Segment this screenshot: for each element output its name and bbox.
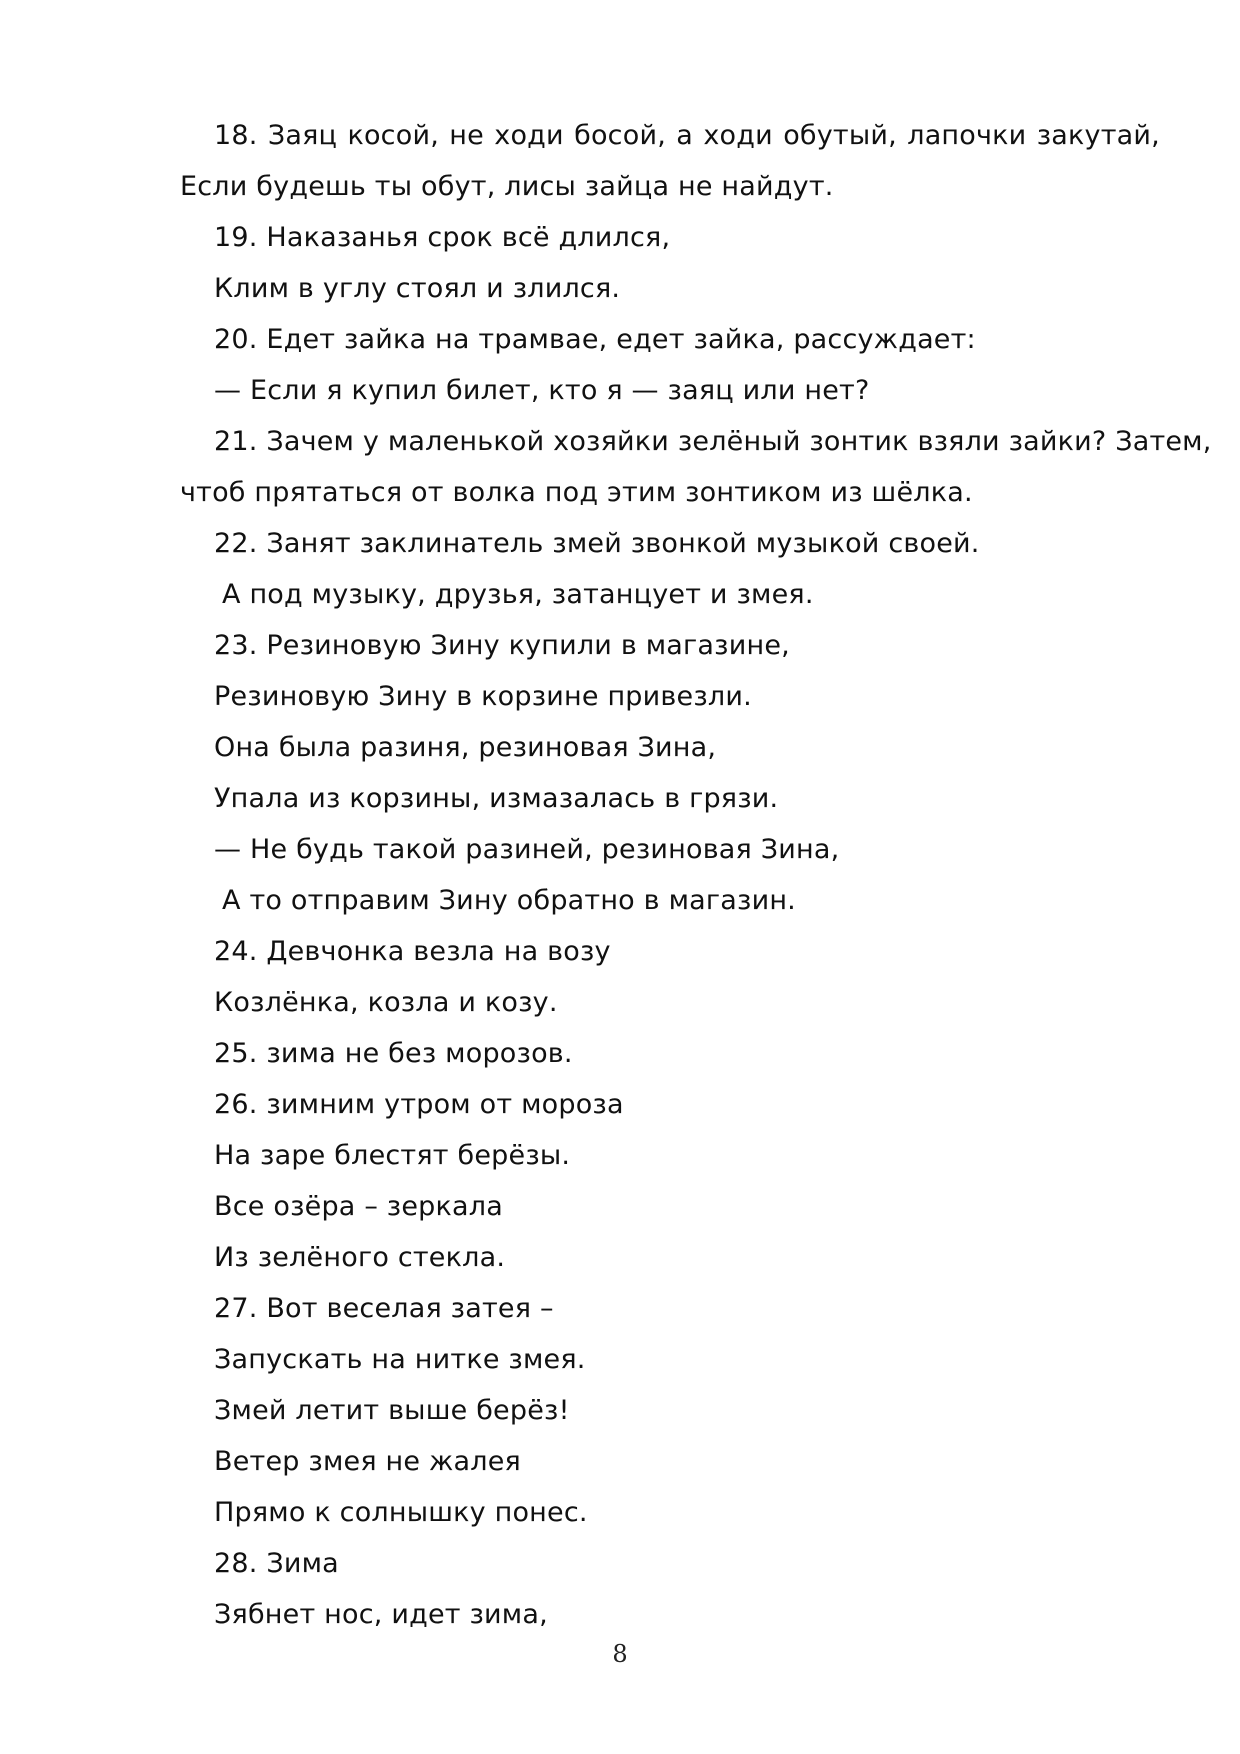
text-line-25: Запускать на нитке змея.	[214, 1344, 586, 1375]
text-line-19: 25. зима не без морозов.	[214, 1038, 573, 1069]
text-line-14: Упала из корзины, измазалась в грязи.	[214, 783, 779, 814]
text-line-1: 18. Заяц косой, не ходи босой, а ходи обутый, лапочки закутай,	[214, 120, 1160, 151]
text-line-30: Зябнет нос, идет зима,	[214, 1599, 548, 1630]
text-line-4: Клим в углу стоял и злился.	[214, 273, 621, 304]
text-line-27: Ветер змея не жалея	[214, 1446, 521, 1477]
text-line-2: Если будешь ты обут, лисы зайца не найдут.	[180, 171, 834, 202]
text-line-6: — Если я купил билет, кто я — заяц или нет?	[214, 375, 870, 406]
text-line-8: чтоб прятаться от волка под этим зонтиком из шёлка.	[180, 477, 973, 508]
text-line-11: 23. Резиновую Зину купили в магазине,	[214, 630, 790, 661]
text-line-10: А под музыку, друзья, затанцует и змея.	[222, 579, 814, 610]
text-line-18: Козлёнка, козла и козу.	[214, 987, 558, 1018]
text-line-29: 28. Зима	[214, 1548, 339, 1579]
text-line-9: 22. Занят заклинатель змей звонкой музыкой своей.	[214, 528, 980, 559]
text-line-12: Резиновую Зину в корзине привезли.	[214, 681, 752, 712]
text-line-28: Прямо к солнышку понес.	[214, 1497, 588, 1528]
text-line-15: — Не будь такой разиней, резиновая Зина,	[214, 834, 840, 865]
text-line-17: 24. Девчонка везла на возу	[214, 936, 611, 967]
text-line-16: А то отправим Зину обратно в магазин.	[222, 885, 796, 916]
text-line-21: На заре блестят берёзы.	[214, 1140, 571, 1171]
text-line-13: Она была разиня, резиновая Зина,	[214, 732, 717, 763]
text-line-24: 27. Вот веселая затея –	[214, 1293, 554, 1324]
text-line-7: 21. Зачем у маленькой хозяйки зелёный зонтик взяли зайки? Затем,	[214, 426, 1212, 457]
text-line-5: 20. Едет зайка на трамвае, едет зайка, рассуждает:	[214, 324, 976, 355]
text-body	[180, 110, 1212, 1640]
text-line-3: 19. Наказанья срок всё длился,	[214, 222, 671, 253]
text-line-22: Все озёра – зеркала	[214, 1191, 503, 1222]
text-line-23: Из зелёного стекла.	[214, 1242, 506, 1273]
text-line-26: Змей летит выше берёз!	[214, 1395, 570, 1426]
page-number: 8	[612, 1640, 628, 1668]
text-line-20: 26. зимним утром от мороза	[214, 1089, 624, 1120]
